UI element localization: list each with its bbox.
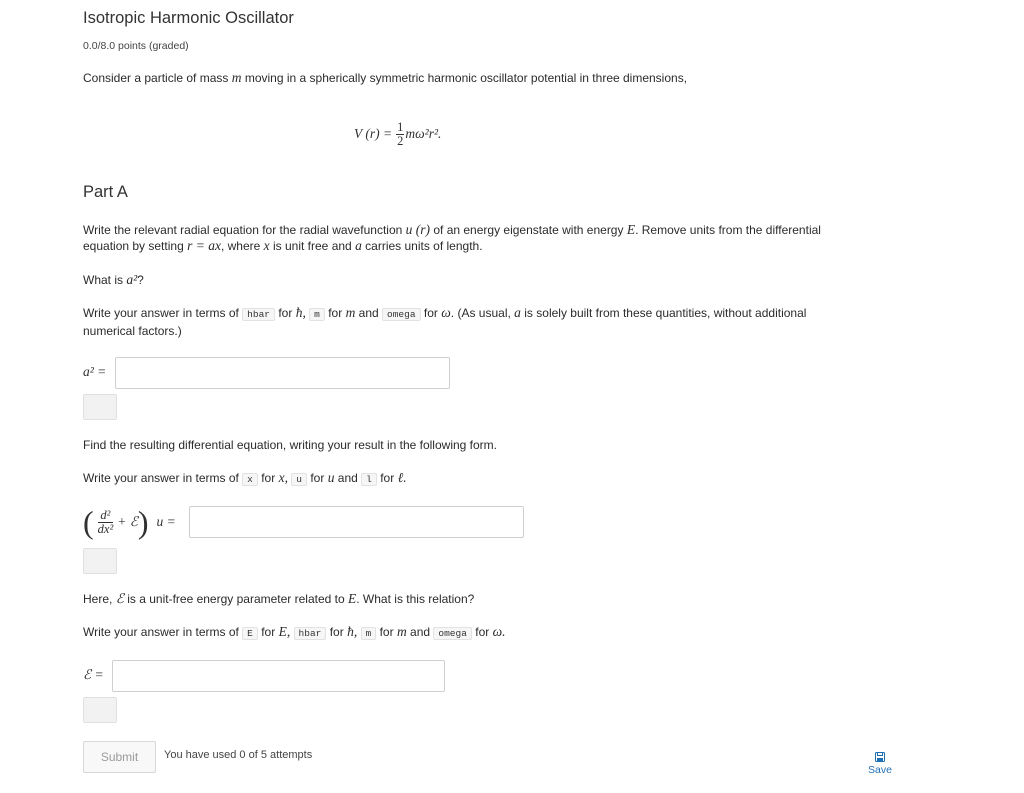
answer-1-label: a² =	[83, 364, 107, 379]
i2-code-x: x	[242, 473, 258, 486]
question-1	[83, 272, 893, 288]
i2-pre: Write your answer in terms of	[83, 471, 239, 485]
answer-2-label	[83, 502, 176, 542]
intro-text: Consider a particle of mass	[83, 71, 229, 85]
i1-for1: for	[278, 306, 293, 320]
i2-x-sym: x,	[278, 470, 288, 485]
instruction-1	[83, 305, 893, 339]
parta-a: a	[355, 238, 362, 253]
i3-E-sym: E,	[278, 624, 291, 639]
parta-t3: . Remove units from the differential	[635, 223, 821, 237]
answer-3-label: ℰ =	[83, 667, 104, 682]
i2-for3: for	[380, 471, 395, 485]
i3-code-hbar: hbar	[294, 627, 327, 640]
i1-code-m: m	[309, 308, 325, 321]
i1-tail2: is solely built from these quantities, without additional	[524, 306, 807, 320]
i2-for1: for	[261, 471, 276, 485]
i2-code-u: u	[291, 473, 307, 486]
equation-fraction	[396, 121, 404, 148]
parta-x: x	[263, 238, 270, 253]
parta-t7: carries units of length.	[365, 239, 483, 253]
q3-tail: . What is this relation?	[356, 592, 475, 606]
i1-for2: for	[328, 306, 343, 320]
i3-for1: for	[261, 625, 276, 639]
i2-code-l: l	[361, 473, 377, 486]
parta-E: E	[626, 222, 636, 237]
q1-var: a²	[126, 272, 138, 287]
parta-t5: , where	[220, 239, 261, 253]
q3-mid: is a unit-free energy parameter related to	[127, 592, 345, 606]
question-2: Find the resulting differential equation, writing your result in the following form.	[83, 438, 497, 452]
q3-E: E	[348, 591, 357, 606]
i1-code-omega: omega	[382, 308, 421, 321]
i3-m-sym: m	[396, 624, 407, 639]
intro-tail: moving in a spherically symmetric harmonic oscillator potential in three dimensions,	[244, 71, 688, 85]
equation-lhs: V (r) =	[354, 126, 393, 141]
left-paren: (	[83, 504, 94, 540]
parta-u: u (r)	[405, 222, 431, 237]
derivative-num: d²	[98, 509, 114, 523]
i2-for2: for	[310, 471, 325, 485]
i3-hbar-sym: ħ,	[347, 624, 358, 639]
equation-numerator: 1	[397, 119, 404, 134]
instruction-2	[83, 470, 893, 488]
i1-tail1: . (As usual,	[450, 306, 511, 320]
i1-a: a	[514, 305, 521, 320]
i1-hbar-sym: ħ,	[295, 305, 306, 320]
i3-code-m: m	[361, 627, 377, 640]
intro-mass: m	[231, 70, 242, 85]
intro-paragraph	[83, 70, 893, 86]
i2-and: and	[337, 471, 358, 485]
answer-2-status	[83, 548, 117, 574]
i3-code-omega: omega	[433, 627, 472, 640]
q1-tail: ?	[137, 273, 144, 287]
save-label: Save	[868, 764, 892, 776]
i1-and: and	[358, 306, 379, 320]
i2-u-sym: u	[327, 470, 335, 485]
equation-denominator: 2	[397, 133, 404, 148]
i1-m-sym: m	[345, 305, 356, 320]
right-paren: )	[137, 504, 149, 540]
parta-rax: r = ax	[187, 238, 221, 253]
i1-tail3: numerical factors.)	[83, 324, 182, 338]
answer-3-input[interactable]	[112, 660, 445, 692]
i3-for4: for	[475, 625, 490, 639]
parta-t6: is unit free and	[273, 239, 352, 253]
attempts-counter: You have used 0 of 5 attempts	[164, 749, 313, 761]
i2-l-sym: ℓ.	[397, 470, 407, 485]
i1-omega-sym: ω	[441, 305, 451, 320]
answer-3-status	[83, 697, 117, 723]
q1-text: What is	[83, 273, 124, 287]
problem-title: Isotropic Harmonic Oscillator	[83, 9, 294, 27]
i3-for3: for	[379, 625, 394, 639]
q3-pre: Here,	[83, 592, 113, 606]
plus-energy: + ℰ	[117, 514, 138, 529]
answer-1-status	[83, 394, 117, 420]
i3-pre: Write your answer in terms of	[83, 625, 239, 639]
save-icon	[875, 752, 885, 762]
derivative-fraction	[98, 509, 114, 536]
instruction-3	[83, 624, 893, 642]
i1-for3: for	[423, 306, 438, 320]
answer-1-input[interactable]	[115, 357, 450, 389]
i3-code-E: E	[242, 627, 258, 640]
points-label: 0.0/8.0 points (graded)	[83, 40, 189, 52]
i1-pre: Write your answer in terms of	[83, 306, 239, 320]
u-equals: u =	[156, 514, 176, 529]
answer-2-input[interactable]	[189, 506, 524, 538]
i1-code-hbar: hbar	[242, 308, 275, 321]
parta-t4: equation by setting	[83, 239, 184, 253]
part-a-description	[83, 222, 893, 254]
i3-and: and	[410, 625, 431, 639]
part-a-heading: Part A	[83, 183, 128, 201]
i3-for2: for	[329, 625, 344, 639]
derivative-den: dx²	[97, 521, 114, 536]
q3-cal: ℰ	[115, 591, 124, 606]
parta-t2: of an energy eigenstate with energy	[433, 223, 624, 237]
potential-equation	[354, 117, 441, 151]
parta-t1: Write the relevant radial equation for the radial wavefunction	[83, 223, 403, 237]
question-3	[83, 591, 893, 607]
save-button[interactable]	[862, 752, 898, 776]
i3-omega-sym: ω.	[492, 624, 506, 639]
equation-rhs: mω²r².	[405, 126, 442, 141]
submit-button[interactable]: Submit	[83, 741, 156, 773]
